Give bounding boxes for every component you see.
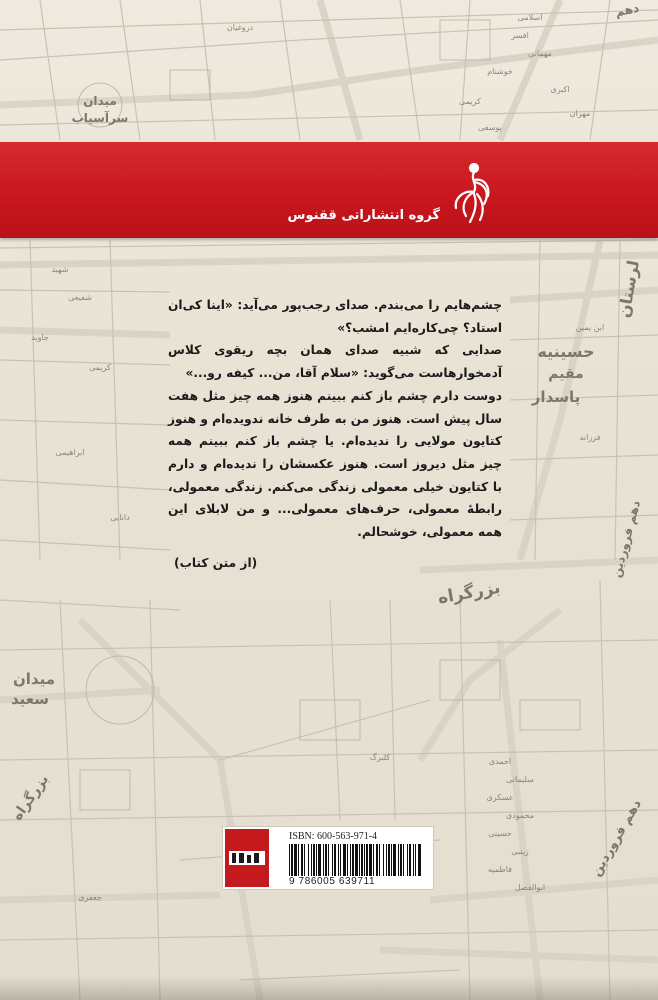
map-label-small-lower-9: کلبرگ (369, 753, 391, 762)
barcode-bar (343, 844, 346, 876)
bottom-edge-shadow (0, 975, 658, 1000)
isbn-label: ISBN: 600-563-971-4 (289, 831, 378, 842)
map-label-small-left-4: جاوید (31, 333, 49, 342)
map-label-left-bottom-vertical: بزرگراه (9, 771, 53, 824)
barcode-bar (393, 844, 396, 876)
barcode-bar (338, 844, 339, 876)
barcode-bar (373, 844, 374, 876)
map-label-lower-big: بزرگراه (436, 577, 502, 609)
map-label-small-right-9: ابن یمین (575, 323, 605, 332)
barcode-bar (301, 844, 303, 876)
barcode-bar (325, 844, 327, 876)
barcode-bar (289, 844, 290, 876)
barcode-bar (376, 844, 378, 876)
barcode-bar (294, 844, 297, 876)
barcode-bar (415, 844, 416, 876)
map-label-mid-2: مقیم (548, 366, 584, 382)
map-label-small-right-7: مهران (569, 109, 591, 118)
barcode-bar (352, 844, 354, 876)
map-label-small-right-4: خوشنام (487, 67, 513, 76)
map-label-small-right-2: افسر (511, 31, 529, 40)
map-label-small-lower-4: محمودی (505, 811, 535, 820)
map-label-small-left-2: شهید (51, 265, 69, 274)
map-label-small-right-5: اکبری (550, 85, 570, 94)
barcode-bar (328, 844, 329, 876)
barcode-digits: 9 786005 639711 (289, 876, 376, 887)
back-cover-blurb (168, 294, 502, 544)
barcode-bar (364, 844, 365, 876)
blurb-paragraph-2: صدایی که شبیه صدای همان بچه ریقوی کلاس آدمخوارهاست می‌گوید: «سلام آقا، من... کیفه رو...» (168, 343, 502, 381)
publisher-band (0, 142, 658, 238)
map-label-small-lower-6: زینبی (511, 847, 529, 856)
map-label-small-right-6: کریمی (459, 97, 481, 106)
map-label-mid-1: حسینیه (537, 342, 595, 361)
map-label-small-right-8: یوسفی (478, 123, 502, 132)
map-label-small-lower-5: حسینی (488, 829, 512, 838)
barcode-bar (407, 844, 408, 876)
barcode-bar (291, 844, 293, 876)
barcode-bar (391, 844, 392, 876)
barcode-bar (308, 844, 309, 876)
barcode-bar (323, 844, 324, 876)
blurb-paragraph-1: چشم‌هایم را می‌بندم. صدای رجب‌پور می‌آید: «اینا کی‌ان استاد؟ چی‌کاره‌ایم امشب؟» (168, 298, 502, 335)
map-label-small-lower-1: احمدی (488, 757, 512, 766)
barcode-bar (311, 844, 312, 876)
barcode-bar (334, 844, 336, 876)
barcode-bar (361, 844, 363, 876)
barcode-bar (355, 844, 358, 876)
barcode-bar (403, 844, 404, 876)
barcode-bar (340, 844, 341, 876)
map-label-left-lower-1: میدان (12, 670, 56, 688)
barcode-bar (379, 844, 380, 876)
map-label-small-left-6: ابراهیمی (55, 448, 85, 457)
barcode-bar (347, 844, 348, 876)
map-label-small-lower-3: عسکری (486, 793, 514, 802)
map-label-small-right-1: اسلامی (517, 13, 543, 22)
barcode-bar (304, 844, 305, 876)
barcode-bar (313, 844, 315, 876)
map-label-small-lower-10: جعفری (78, 893, 102, 902)
barcode-bar (369, 844, 372, 876)
barcode-bar (413, 844, 414, 876)
map-label-small-left-3: شفیعی (68, 293, 92, 302)
blurb-paragraph-3: دوست دارم چشم باز کنم ببینم هنوز همه چیز مثل هفت سال پیش است. هنوز من به طرف خانه ندویده‌ام و هنوز کتایون مولایی را ندیده‌ام. یا چشم باز کنم ببینم همه چیز مثل دیروز است. هنوز عکسشان را ندیده‌ام و دارم با کتایون خیلی معمولی زندگی می‌کنم. زندگی معمولی، رابطهٔ معمولی، حرف‌های معمولی... و من لابلای این همه معمولی، خوشحالم. (168, 388, 502, 540)
barcode-bar (298, 844, 299, 876)
barcode-bar (383, 844, 384, 876)
map-label-top-left-1: میدان (83, 94, 117, 108)
publisher-name: گروه انتشاراتی ققنوس (287, 208, 440, 223)
barcode-bar (318, 844, 321, 876)
map-label-bottom-right-vertical: دهم فروردین (589, 797, 645, 880)
imprint-logo-icon (225, 829, 269, 887)
map-label-top-left-2: سرآسیاب (71, 111, 129, 125)
barcode-bar (409, 844, 411, 876)
barcode-panel (222, 826, 434, 890)
barcode-bar (350, 844, 351, 876)
barcode-bar (388, 844, 390, 876)
map-label-small-left-5: کریمی (89, 363, 111, 372)
map-label-right-vertical: لرستان (614, 258, 643, 320)
map-label-right-lower-vertical: دهم فروردین (609, 498, 644, 580)
map-label-small-lower-2: سلیمانی (506, 775, 534, 784)
barcode-bars (289, 844, 423, 876)
map-label-small-lower-8: ابوالفضل (514, 883, 546, 892)
map-label-small-right-3: مهمانی (528, 49, 552, 58)
map-label-small-lower-7: فاطمیه (488, 865, 512, 874)
map-label-left-lower-2: سعید (10, 690, 50, 708)
map-label-top-right: دهم (614, 0, 641, 20)
map-label-small-right-10: فرزانه (579, 433, 601, 442)
barcode-bar (316, 844, 317, 876)
phoenix-icon (444, 160, 496, 226)
barcode-bar (418, 844, 421, 876)
barcode-bar (332, 844, 333, 876)
source-note: (از متن کتاب) (174, 556, 258, 570)
barcode-bar (400, 844, 402, 876)
map-label-mid-3: پاسدار (531, 388, 581, 406)
barcode-bar (386, 844, 387, 876)
barcode-bar (398, 844, 399, 876)
barcode-bar (359, 844, 360, 876)
barcode-bar (366, 844, 368, 876)
map-label-small-left-1: دروغیان (226, 23, 254, 32)
map-label-small-left-7: دانایی (110, 513, 130, 522)
